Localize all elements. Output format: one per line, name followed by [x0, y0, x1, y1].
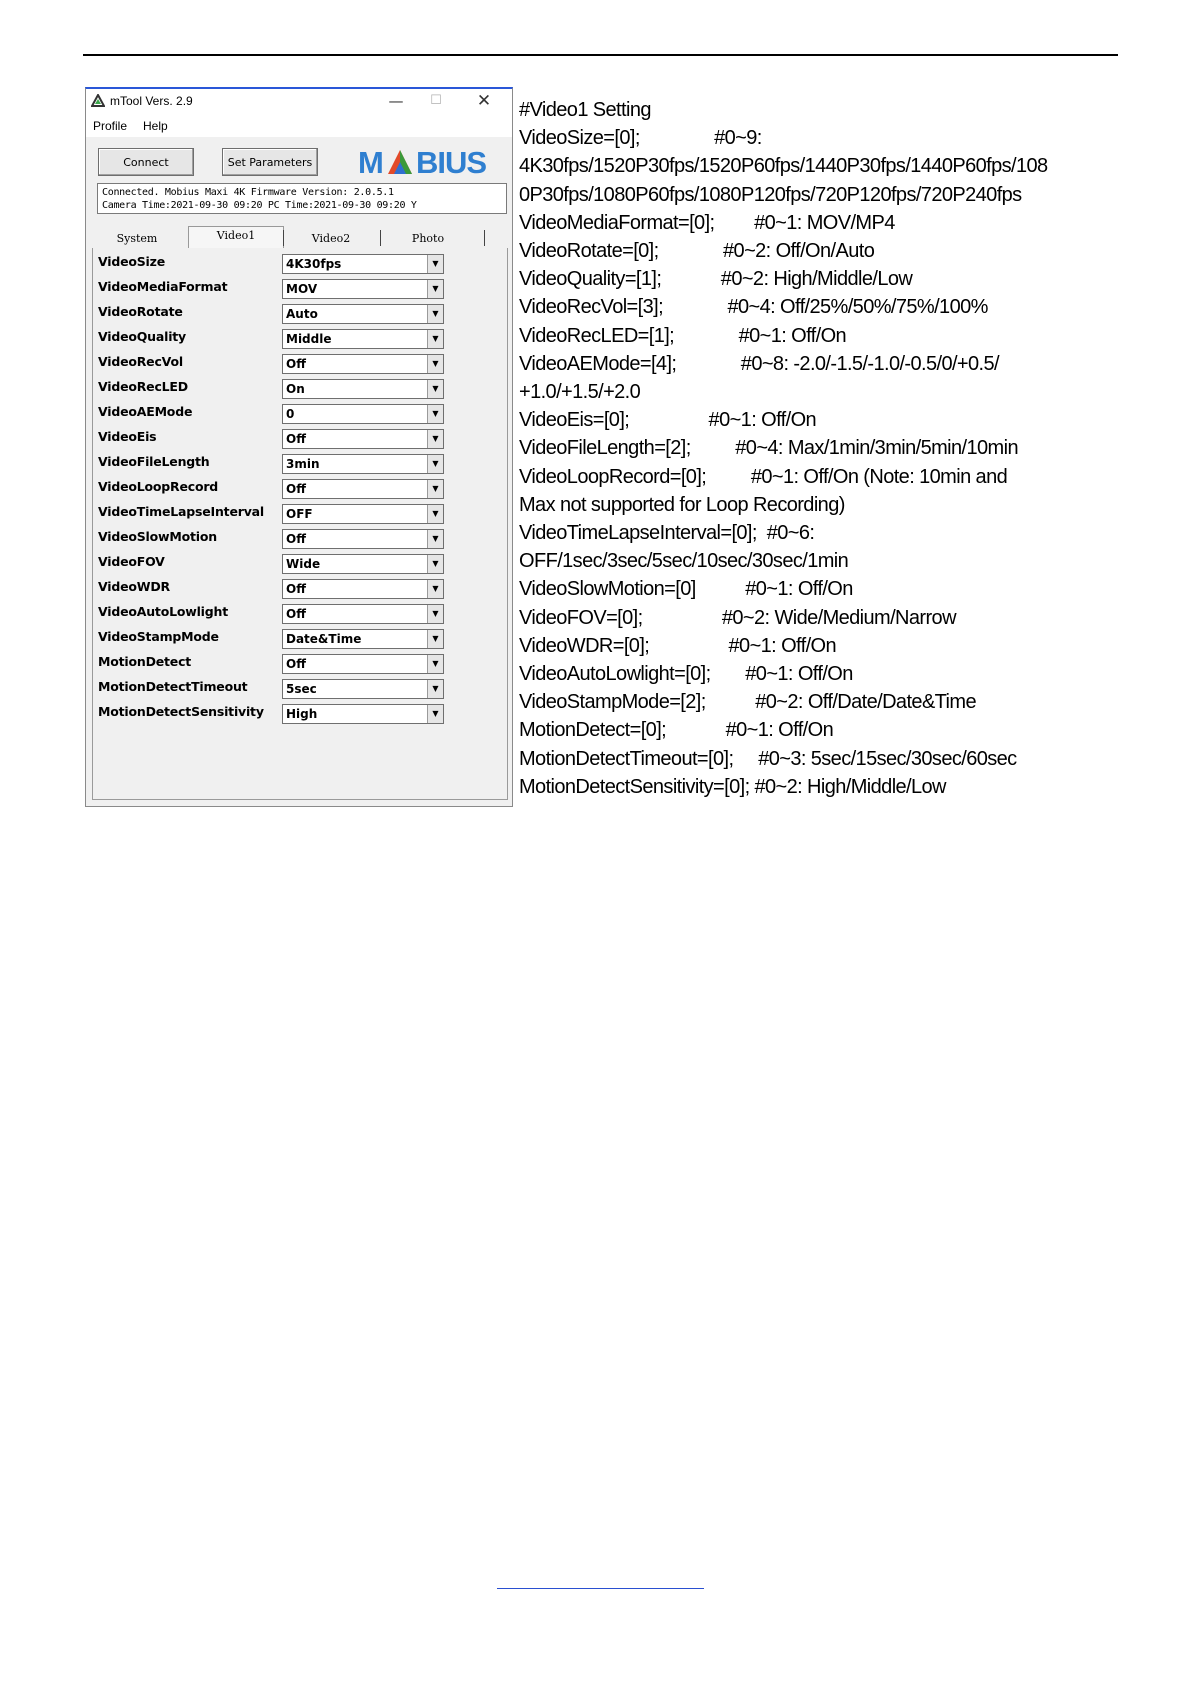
setting-select[interactable]: Date&Time ▼ [282, 629, 444, 649]
notes-line: 0P30fps/1080P60fps/1080P120fps/720P120fps/720P240fps [519, 183, 1022, 206]
dropdown-arrow-icon[interactable]: ▼ [427, 580, 443, 598]
footer-link-underline[interactable] [497, 1588, 704, 1589]
dropdown-arrow-icon[interactable]: ▼ [427, 505, 443, 523]
setting-select[interactable]: Off ▼ [282, 579, 444, 599]
tab-system[interactable]: System [116, 232, 158, 245]
setting-select[interactable]: Wide ▼ [282, 554, 444, 574]
minimize-button[interactable]: — [388, 92, 404, 110]
status-line-firmware: Connected. Mobius Maxi 4K Firmware Version: 2.0.5.1 [102, 187, 394, 198]
dropdown-arrow-icon[interactable]: ▼ [427, 430, 443, 448]
tab-video2[interactable]: Video2 [311, 232, 351, 245]
setting-select[interactable]: Off ▼ [282, 354, 444, 374]
svg-text:BIUS: BIUS [416, 145, 487, 179]
svg-text:M: M [358, 145, 383, 179]
setting-row [93, 701, 503, 726]
dropdown-arrow-icon[interactable]: ▼ [427, 355, 443, 373]
tab-photo[interactable]: Photo [411, 232, 445, 245]
notes-line: VideoRecVol=[3]; #0~4: Off/25%/50%/75%/100% [519, 296, 988, 319]
setting-row [93, 576, 503, 601]
setting-label: VideoWDR [98, 579, 170, 594]
dropdown-arrow-icon[interactable]: ▼ [427, 380, 443, 398]
setting-row [93, 651, 503, 676]
setting-row [93, 351, 503, 376]
setting-label: VideoAEMode [98, 404, 193, 419]
notes-line: VideoSlowMotion=[0] #0~1: Off/On [519, 578, 853, 601]
dropdown-arrow-icon[interactable]: ▼ [427, 305, 443, 323]
setting-row [93, 426, 503, 451]
setting-select[interactable]: 3min ▼ [282, 454, 444, 474]
menu-bar [86, 115, 512, 137]
setting-select[interactable]: Off ▼ [282, 604, 444, 624]
mobius-logo-o-icon [388, 150, 412, 174]
setting-label: VideoEis [98, 429, 157, 444]
setting-row [93, 676, 503, 701]
notes-line: VideoWDR=[0]; #0~1: Off/On [519, 634, 837, 657]
setting-select[interactable]: 4K30fps ▼ [282, 254, 444, 274]
setting-select[interactable]: 0 ▼ [282, 404, 444, 424]
notes-line: VideoFileLength=[2]; #0~4: Max/1min/3min/5min/10min [519, 437, 1018, 460]
setting-label: VideoRecLED [98, 379, 188, 394]
setting-row [93, 551, 503, 576]
setting-label: VideoSize [98, 254, 165, 269]
dropdown-arrow-icon[interactable]: ▼ [427, 280, 443, 298]
setting-select[interactable]: OFF ▼ [282, 504, 444, 524]
mtool-window [85, 87, 513, 807]
notes-line: Max not supported for Loop Recording) [519, 493, 845, 516]
notes-line: VideoRotate=[0]; #0~2: Off/On/Auto [519, 240, 875, 263]
setting-label: VideoSlowMotion [98, 529, 217, 544]
dropdown-arrow-icon[interactable]: ▼ [427, 680, 443, 698]
setting-label: VideoTimeLapseInterval [98, 504, 264, 519]
notes-line: OFF/1sec/3sec/5sec/10sec/30sec/1min [519, 550, 849, 573]
connect-button[interactable]: Connect [98, 148, 194, 176]
dropdown-arrow-icon[interactable]: ▼ [427, 655, 443, 673]
dropdown-arrow-icon[interactable]: ▼ [427, 330, 443, 348]
status-line-time: Camera Time:2021-09-30 09:20 PC Time:2021-09-30 09:20 Y [102, 200, 417, 211]
dropdown-arrow-icon[interactable]: ▼ [427, 605, 443, 623]
video1-settings-panel [92, 248, 508, 800]
dropdown-arrow-icon[interactable]: ▼ [427, 555, 443, 573]
dropdown-arrow-icon[interactable]: ▼ [427, 705, 443, 723]
setting-label: VideoFOV [98, 554, 165, 569]
setting-row [93, 451, 503, 476]
dropdown-arrow-icon[interactable]: ▼ [427, 255, 443, 273]
setting-label: VideoFileLength [98, 454, 210, 469]
setting-label: VideoMediaFormat [98, 279, 228, 294]
notes-line: MotionDetectSensitivity=[0]; #0~2: High/Middle/Low [519, 775, 946, 798]
connection-status [97, 183, 507, 214]
setting-label: MotionDetectSensitivity [98, 704, 264, 719]
setting-select[interactable]: Off ▼ [282, 429, 444, 449]
setting-label: VideoLoopRecord [98, 479, 219, 494]
setting-row [93, 251, 503, 276]
setting-label: VideoRecVol [98, 354, 183, 369]
setting-label: MotionDetect [98, 654, 192, 669]
notes-line: VideoEis=[0]; #0~1: Off/On [519, 409, 817, 432]
dropdown-arrow-icon[interactable]: ▼ [427, 630, 443, 648]
notes-line: VideoAutoLowlight=[0]; #0~1: Off/On [519, 663, 853, 686]
setting-label: VideoRotate [98, 304, 183, 319]
notes-line: VideoMediaFormat=[0]; #0~1: MOV/MP4 [519, 211, 895, 234]
dropdown-arrow-icon[interactable]: ▼ [427, 455, 443, 473]
setting-row [93, 401, 503, 426]
dropdown-arrow-icon[interactable]: ▼ [427, 480, 443, 498]
setting-row [93, 501, 503, 526]
close-button[interactable]: ✕ [476, 91, 492, 111]
notes-line: 4K30fps/1520P30fps/1520P60fps/1440P30fps/1440P60fps/108 [519, 155, 1048, 178]
notes-line: +1.0/+1.5/+2.0 [519, 381, 641, 404]
header-rule [83, 54, 1118, 56]
setting-select[interactable]: On ▼ [282, 379, 444, 399]
setting-label: VideoQuality [98, 329, 187, 344]
setting-select[interactable]: High ▼ [282, 704, 444, 724]
notes-line: VideoFOV=[0]; #0~2: Wide/Medium/Narrow [519, 606, 956, 629]
notes-line: VideoLoopRecord=[0]; #0~1: Off/On (Note: 10min and [519, 465, 1008, 488]
setting-select[interactable]: Off ▼ [282, 479, 444, 499]
dropdown-arrow-icon[interactable]: ▼ [427, 530, 443, 548]
setting-select[interactable]: Off ▼ [282, 529, 444, 549]
setting-select[interactable]: Middle ▼ [282, 329, 444, 349]
setting-row [93, 376, 503, 401]
notes-line: VideoQuality=[1]; #0~2: High/Middle/Low [519, 268, 913, 291]
tab-video1[interactable]: Video1 [188, 226, 284, 249]
mobius-logo [358, 145, 503, 179]
setting-row [93, 626, 503, 651]
notes-line: VideoTimeLapseInterval=[0]; #0~6: [519, 522, 815, 545]
notes-line: VideoSize=[0]; #0~9: [519, 127, 762, 150]
setting-row [93, 276, 503, 301]
notes-line: VideoRecLED=[1]; #0~1: Off/On [519, 324, 847, 347]
menu-profile[interactable]: Profile [93, 119, 128, 133]
window-title: mTool Vers. 2.9 [110, 94, 193, 108]
setting-select[interactable]: Auto ▼ [282, 304, 444, 324]
notes-line: MotionDetect=[0]; #0~1: Off/On [519, 719, 834, 742]
setting-row [93, 301, 503, 326]
notes-line: MotionDetectTimeout=[0]; #0~3: 5sec/15sec/30sec/60sec [519, 747, 1017, 770]
setting-row [93, 526, 503, 551]
setting-select[interactable]: 5sec ▼ [282, 679, 444, 699]
setting-label: VideoAutoLowlight [98, 604, 228, 619]
dropdown-arrow-icon[interactable]: ▼ [427, 405, 443, 423]
menu-help[interactable]: Help [143, 119, 168, 133]
maximize-button[interactable]: ☐ [430, 93, 442, 108]
app-logo-icon [91, 94, 105, 108]
title-bar [86, 89, 512, 115]
video1-setting-notes [519, 96, 1048, 801]
setting-select[interactable]: MOV ▼ [282, 279, 444, 299]
tab-strip [92, 226, 508, 248]
setting-row [93, 601, 503, 626]
setting-row [93, 326, 503, 351]
setting-label: VideoStampMode [98, 629, 219, 644]
setting-row [93, 476, 503, 501]
set-parameters-button[interactable]: Set Parameters [222, 148, 318, 176]
setting-label: MotionDetectTimeout [98, 679, 248, 694]
notes-line: VideoStampMode=[2]; #0~2: Off/Date/Date&Time [519, 691, 976, 714]
setting-select[interactable]: Off ▼ [282, 654, 444, 674]
notes-line: VideoAEMode=[4]; #0~8: -2.0/-1.5/-1.0/-0.5/0/+0.5/ [519, 352, 999, 375]
notes-heading: #Video1 Setting [519, 99, 651, 121]
